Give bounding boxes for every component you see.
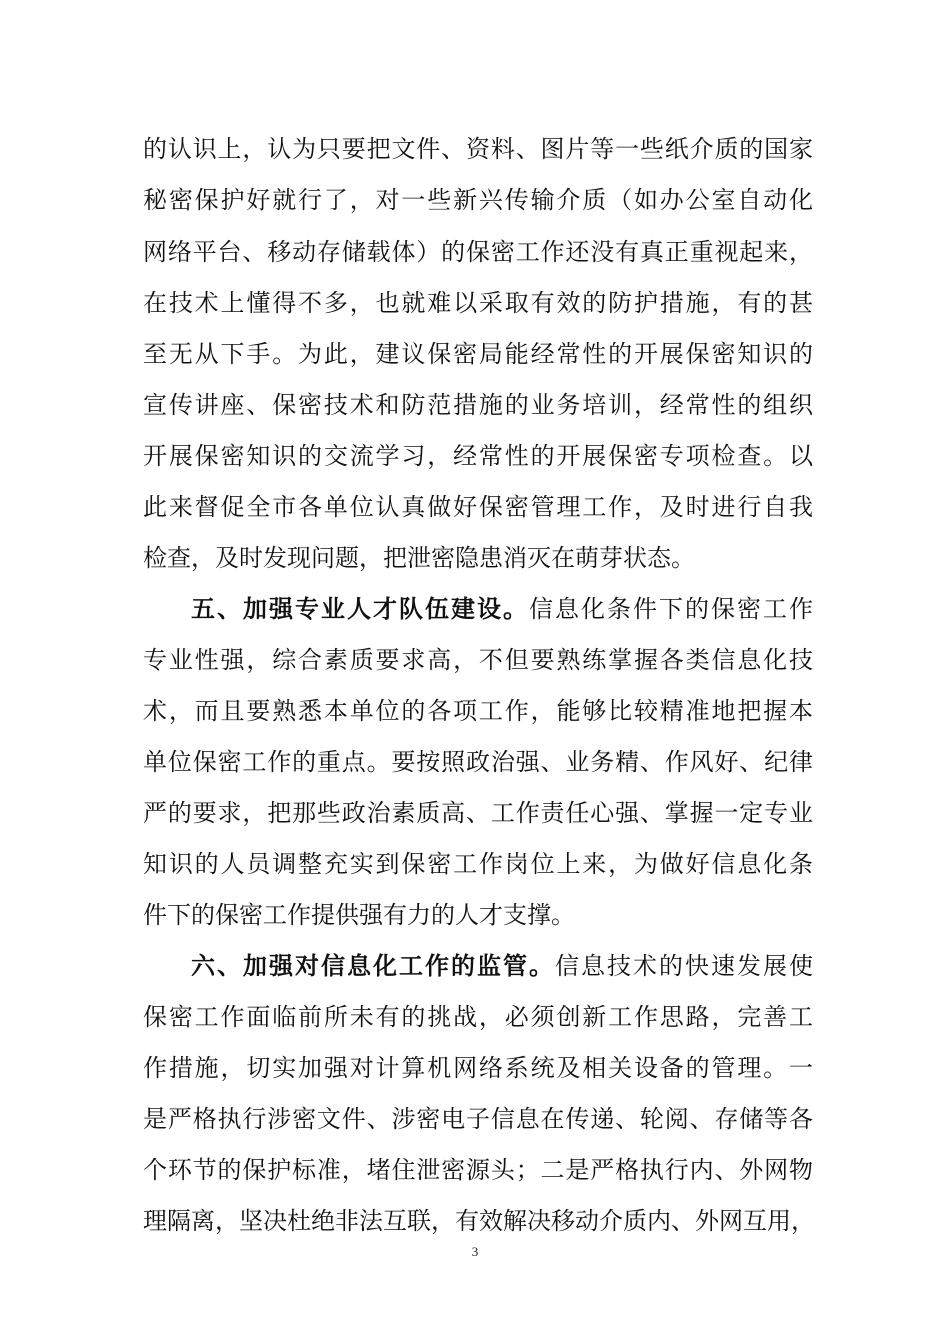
- paragraph-1-line-5: 至无从下手。为此，建议保密局能经常性的开展保密知识的: [143, 340, 813, 368]
- section-six-line-3: 作措施，切实加强对计算机网络系统及相关设备的管理。一: [143, 1054, 813, 1082]
- section-five-line-3: 术，而且要熟悉本单位的各项工作，能够比较精准地把握本: [143, 697, 813, 725]
- section-six-first-line: [191, 941, 813, 991]
- section-five-first-line: [191, 584, 813, 634]
- section-five-line-4: 单位保密工作的重点。要按照政治强、业务精、作风好、纪律: [143, 748, 813, 776]
- section-six-line-5: 个环节的保护标准，堵住泄密源头；二是严格执行内、外网物: [143, 1156, 813, 1184]
- section-six-line-6: 理隔离，坚决杜绝非法互联，有效解决移动介质内、外网互用，: [143, 1207, 815, 1235]
- section-six-heading: 六、加强对信息化工作的监管。: [191, 952, 555, 980]
- paragraph-1-line-7: 开展保密知识的交流学习，经常性的开展保密专项检查。以: [143, 442, 813, 470]
- paragraph-1-line-3: 网络平台、移动存储载体）的保密工作还没有真正重视起来，: [143, 238, 813, 266]
- section-five-first-line-text: 信息化条件下的保密工作: [529, 595, 813, 623]
- section-five-line-2: 专业性强，综合素质要求高，不但要熟练掌握各类信息化技: [143, 646, 813, 674]
- paragraph-1-line-8: 此来督促全市各单位认真做好保密管理工作，及时进行自我: [143, 493, 813, 521]
- section-six-line-2: 保密工作面临前所未有的挑战，必须创新工作思路，完善工: [143, 1003, 813, 1031]
- section-five-heading: 五、加强专业人才队伍建设。: [191, 595, 529, 623]
- section-five-line-5: 严的要求，把那些政治素质高、工作责任心强、掌握一定专业: [143, 799, 813, 827]
- paragraph-1-line-2: 秘密保护好就行了，对一些新兴传输介质（如办公室自动化: [143, 186, 813, 214]
- section-five-line-6: 知识的人员调整充实到保密工作岗位上来，为做好信息化条: [143, 850, 813, 878]
- section-six-first-line-text: 信息技术的快速发展使: [555, 952, 813, 980]
- paragraph-1-line-6: 宣传讲座、保密技术和防范措施的业务培训，经常性的组织: [143, 391, 813, 419]
- paragraph-1-line-9: 检查，及时发现问题，把泄密隐患消灭在萌芽状态。: [143, 544, 695, 572]
- section-six-line-4: 是严格执行涉密文件、涉密电子信息在传递、轮阅、存储等各: [143, 1105, 813, 1133]
- paragraph-1-line-1: 的认识上，认为只要把文件、资料、图片等一些纸介质的国家: [143, 135, 813, 163]
- page-number: 3: [471, 1244, 479, 1259]
- section-five-line-7: 件下的保密工作提供强有力的人才支撑。: [143, 901, 575, 929]
- paragraph-1-line-4: 在技术上懂得不多，也就难以采取有效的防护措施，有的甚: [143, 289, 813, 317]
